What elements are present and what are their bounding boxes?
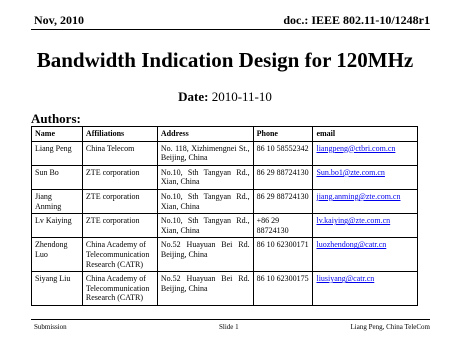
- author-address: No.10, Sth Tangyan Rd., Xian, China: [157, 165, 253, 189]
- column-header-address: Address: [157, 127, 253, 142]
- column-header-name: Name: [32, 127, 83, 142]
- author-phone: 86 10 62300171: [253, 238, 313, 272]
- date-value: 2010-11-10: [211, 89, 272, 104]
- author-address: No. 118, Xizhimengnei St., Beijing, China: [157, 141, 253, 165]
- author-address: No.52 Huayuan Bei Rd. Beijing, China: [157, 272, 253, 306]
- author-name: Siyang Liu: [32, 272, 83, 306]
- table-row: [32, 272, 418, 306]
- footer-submission: Submission: [34, 323, 67, 331]
- author-address: No.52 Huayuan Bei Rd. Beijing, China: [157, 238, 253, 272]
- date-label: Date:: [178, 89, 209, 104]
- header-doc-id: doc.: IEEE 802.11-10/1248r1: [283, 13, 430, 27]
- author-affiliation: ZTE corporation: [82, 165, 157, 189]
- column-header-email: email: [313, 127, 418, 142]
- author-phone: +86 29 88724130: [253, 214, 313, 238]
- author-name: Sun Bo: [32, 165, 83, 189]
- header-date: Nov, 2010: [34, 13, 85, 27]
- authors-table: [31, 126, 418, 306]
- author-address: No.10, Sth Tangyan Rd., Xian, China: [157, 189, 253, 213]
- author-name: Jiang Anming: [32, 189, 83, 213]
- table-row: [32, 189, 418, 213]
- author-phone: 86 29 88724130: [253, 189, 313, 213]
- table-header-row: [32, 127, 418, 142]
- header-divider: [31, 29, 430, 30]
- date-line: [0, 89, 450, 105]
- author-affiliation: China Academy of Telecommunication Research (CATR): [82, 272, 157, 306]
- author-name: Zhendong Luo: [32, 238, 83, 272]
- footer-divider: [31, 319, 430, 320]
- author-affiliation: ZTE corporation: [82, 189, 157, 213]
- author-email-link[interactable]: luozhendong@catr.cn: [313, 238, 418, 272]
- author-email-link[interactable]: liangpeng@ctbri.com.cn: [313, 141, 418, 165]
- table-row: [32, 214, 418, 238]
- table-row: [32, 238, 418, 272]
- author-phone: 86 10 62300175: [253, 272, 313, 306]
- column-header-affiliations: Affiliations: [82, 127, 157, 142]
- author-affiliation: China Telecom: [82, 141, 157, 165]
- slide-title: Bandwidth Indication Design for 120MHz: [36, 48, 414, 72]
- footer-slide-number: Slide 1: [219, 323, 239, 331]
- column-header-phone: Phone: [253, 127, 313, 142]
- footer-author: Liang Peng, China TeleCom: [350, 323, 430, 331]
- table-row: [32, 141, 418, 165]
- author-affiliation: China Academy of Telecommunication Research (CATR): [82, 238, 157, 272]
- author-name: Liang Peng: [32, 141, 83, 165]
- author-affiliation: ZTE corporation: [82, 214, 157, 238]
- author-phone: 86 10 58552342: [253, 141, 313, 165]
- author-name: Lv Kaiying: [32, 214, 83, 238]
- author-email-link[interactable]: Sun.bo1@zte.com.cn: [313, 165, 418, 189]
- author-phone: 86 29 88724130: [253, 165, 313, 189]
- authors-heading: Authors:: [31, 111, 81, 126]
- author-email-link[interactable]: liusiyang@catr.cn: [313, 272, 418, 306]
- table-row: [32, 165, 418, 189]
- author-email-link[interactable]: jiang.anming@zte.com.cn: [313, 189, 418, 213]
- author-address: No.10, Sth Tangyan Rd., Xian, China: [157, 214, 253, 238]
- author-email-link[interactable]: lv.kaiying@zte.com.cn: [313, 214, 418, 238]
